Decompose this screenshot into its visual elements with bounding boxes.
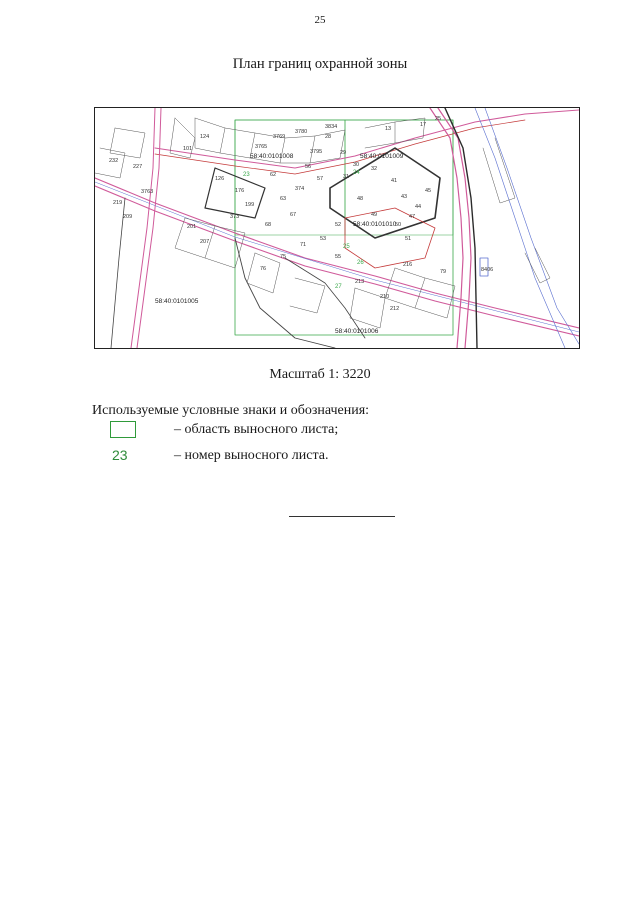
parcel-label: 227 <box>133 164 143 170</box>
parcel-label: 63 <box>280 196 287 202</box>
parcel-label: 3765 <box>255 144 268 150</box>
parcel-label: 49 <box>371 212 378 218</box>
parcel-label: 3834 <box>325 124 338 130</box>
parcel-label: 29 <box>340 150 347 156</box>
sheet-area-symbol <box>110 421 136 438</box>
legend-description: – номер выносного листа. <box>174 448 329 463</box>
legend-description: – область выносного листа; <box>174 422 339 437</box>
parcel-label: 68 <box>265 222 272 228</box>
legend-heading: Используемые условные знаки и обозначения: <box>92 403 370 418</box>
road-edge <box>111 198 125 348</box>
parcel-label: 3780 <box>295 129 308 135</box>
road-line <box>137 108 161 348</box>
parcel-label: 201 <box>187 224 197 230</box>
map-scale: Масштаб 1: 3220 <box>269 367 371 382</box>
parcel-label: 210 <box>380 294 390 300</box>
parcel-label: 48 <box>357 196 364 202</box>
parcel-label: 176 <box>235 188 245 194</box>
end-rule <box>289 516 395 517</box>
sheet-number-label: 23 <box>243 172 250 178</box>
parcel-label: 50 <box>395 222 402 228</box>
parcel-label: 79 <box>440 269 447 275</box>
parcel-label: 3795 <box>310 149 323 155</box>
parcel-label: 67 <box>290 212 297 218</box>
parcel-label: 41 <box>391 178 398 184</box>
sheet-number-sample: 23 <box>112 447 128 463</box>
road-line <box>95 178 579 328</box>
parcel-label: 232 <box>109 158 119 164</box>
sector-label: 58:40:0101010 <box>353 221 397 228</box>
parcel-label: 212 <box>390 306 400 312</box>
sheet-area-boundary <box>345 120 453 235</box>
parcel-label: 71 <box>300 242 307 248</box>
parcel-label: 213 <box>355 279 365 285</box>
sector-label: 58:40:0101009 <box>360 153 404 160</box>
parcel-label: 8406 <box>481 267 494 273</box>
sheet-number-label: 24 <box>353 170 360 176</box>
sector-label: 58:40:0101005 <box>155 298 199 305</box>
parcel-label: 45 <box>425 188 432 194</box>
parcel-label: 75 <box>280 254 287 260</box>
parcel-label: 373 <box>230 214 240 220</box>
sheet-number-label: 27 <box>335 284 342 290</box>
parcel-label: 126 <box>215 176 225 182</box>
parcel-label: 17 <box>420 122 427 128</box>
parcel-label: 28 <box>325 134 332 140</box>
parcel-label: 124 <box>200 134 210 140</box>
parcel-label: 62 <box>270 172 277 178</box>
parcel-label: 207 <box>200 239 210 245</box>
parcel-label: 57 <box>317 176 324 182</box>
parcel-label: 30 <box>353 162 360 168</box>
parcel-label: 76 <box>260 266 267 272</box>
parcel-label: 13 <box>385 126 392 132</box>
parcel-label: 55 <box>335 254 342 260</box>
parcel-label: 43 <box>401 194 408 200</box>
sheet-number-label: 25 <box>343 244 350 250</box>
parcel-label: 374 <box>295 186 305 192</box>
parcel-label: 101 <box>183 146 193 152</box>
cadastral-map <box>94 107 580 349</box>
parcel-label: 51 <box>405 236 412 242</box>
parcel-label: 25 <box>435 116 442 122</box>
cadastral-map-drawing <box>95 108 579 348</box>
sector-label: 58:40:0101006 <box>335 328 379 335</box>
parcel-label: 53 <box>320 236 327 242</box>
utility-line <box>475 108 565 348</box>
parcel-label: 209 <box>123 214 133 220</box>
parcel-label: 216 <box>403 262 413 268</box>
parcel-outline <box>415 278 455 318</box>
parcel-label: 219 <box>113 200 123 206</box>
parcel-label: 32 <box>371 166 378 172</box>
parcel-label: 56 <box>305 164 312 170</box>
parcel-outline <box>345 208 435 268</box>
parcel-label: 31 <box>343 174 350 180</box>
road-line <box>438 108 471 348</box>
parcel-label: 3763 <box>141 189 154 195</box>
parcel-label: 52 <box>335 222 342 228</box>
parcel-label: 199 <box>245 202 255 208</box>
road-line <box>155 120 525 174</box>
sector-label: 58:40:0101008 <box>250 153 294 160</box>
parcel-outline <box>247 253 280 293</box>
page-title: План границ охранной зоны <box>232 56 408 72</box>
parcel-outline <box>290 278 325 313</box>
sheet-number-label: 26 <box>357 260 364 266</box>
parcel-label: 47 <box>409 214 416 220</box>
page-number: 25 <box>314 14 326 26</box>
parcel-label: 44 <box>415 204 422 210</box>
parcel-outline <box>525 248 550 283</box>
parcel-label: 3769 <box>273 134 286 140</box>
parcel-outline <box>110 128 145 158</box>
